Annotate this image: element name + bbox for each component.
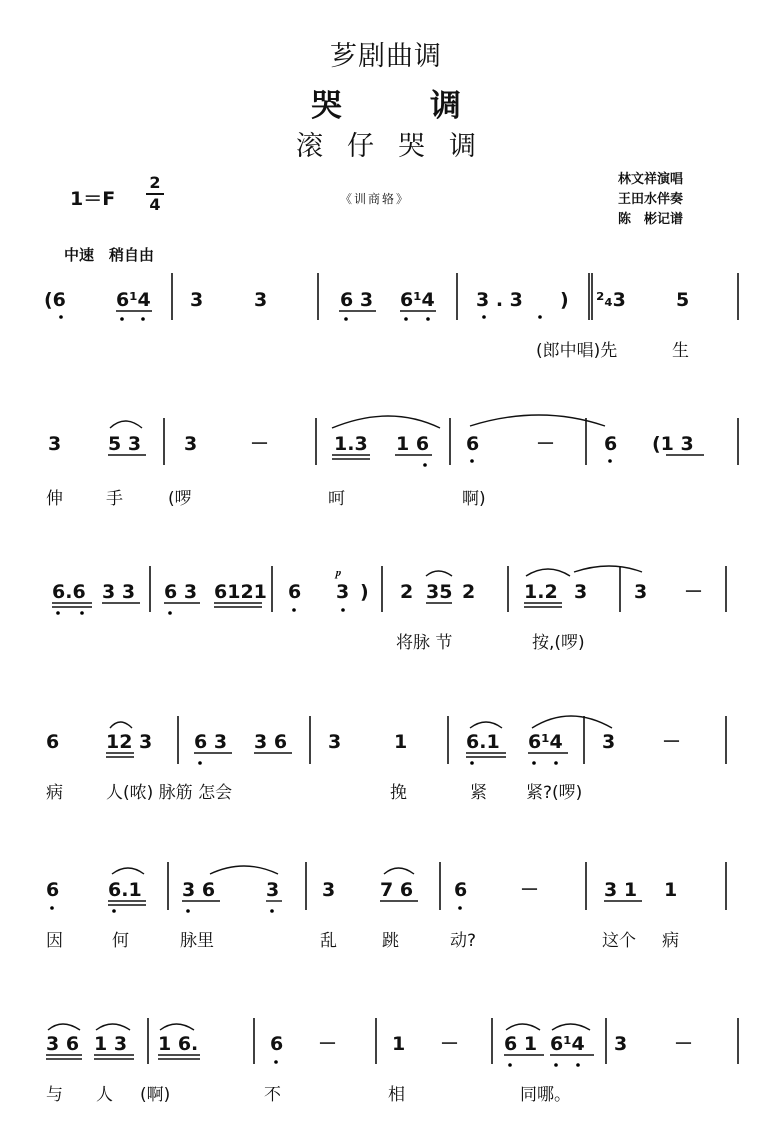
credit-singer: 林文祥演唱 xyxy=(618,172,684,187)
note: 2 xyxy=(400,581,414,603)
note: 6 xyxy=(454,879,468,901)
note: 6.1 xyxy=(108,879,142,901)
lyric: 这个 xyxy=(602,931,636,951)
note: 3 xyxy=(614,1033,628,1055)
note: － xyxy=(520,879,540,901)
note: 3 xyxy=(190,289,204,311)
score-line-2 xyxy=(48,415,738,467)
note: 3 6 xyxy=(182,879,216,901)
lyric: (啊) xyxy=(140,1085,171,1105)
note: 6 3 xyxy=(164,581,198,603)
note: 6 xyxy=(466,433,480,455)
time-signature-bottom: 4 xyxy=(149,195,161,214)
lyric: 按,(啰) xyxy=(532,633,585,653)
lyric: 乱 xyxy=(320,931,337,951)
note: 6 xyxy=(270,1033,284,1055)
note: 12 3 xyxy=(106,731,153,753)
lyric: 动? xyxy=(450,931,477,951)
note: 35 xyxy=(426,581,453,603)
genre-heading: 芗剧曲调 xyxy=(330,41,442,72)
lyric: 呵 xyxy=(328,489,345,509)
note: 7 6 xyxy=(380,879,414,901)
lyric: 人(哝) 脉筋 怎会 xyxy=(106,783,233,803)
note: 6¹4 xyxy=(400,289,435,311)
tempo-marking: 中速 稍自由 xyxy=(64,246,155,264)
note: － xyxy=(674,1033,694,1055)
note: 3 1 xyxy=(604,879,638,901)
lyric: 将脉 节 xyxy=(396,633,453,653)
note: 5 3 xyxy=(108,433,142,455)
score-line-1 xyxy=(44,273,738,321)
note: 1 6. xyxy=(158,1033,199,1055)
svg-text:𝆏: 𝆏 xyxy=(336,566,342,579)
note: － xyxy=(318,1033,338,1055)
note: 6 1 xyxy=(504,1033,538,1055)
lyric: 伸 xyxy=(46,489,63,509)
note: － xyxy=(684,581,704,603)
score-line-5 xyxy=(46,862,726,913)
note: 1 xyxy=(394,731,408,753)
note: 1 xyxy=(664,879,678,901)
note: ) xyxy=(560,289,569,311)
note: 3 6 xyxy=(46,1033,80,1055)
note: 3 xyxy=(254,289,268,311)
note: (6 xyxy=(44,289,66,311)
lyric: 何 xyxy=(112,931,129,951)
note: 3 xyxy=(184,433,198,455)
credit-accompanist: 王田水伴奏 xyxy=(618,192,684,207)
note: 6.6 xyxy=(52,581,86,603)
note: 1 3 xyxy=(94,1033,128,1055)
lyric: 不 xyxy=(264,1085,281,1105)
key-signature: 1＝F xyxy=(70,188,116,210)
note: 6121 xyxy=(214,581,267,603)
lyric: (郎中唱)先 xyxy=(536,341,618,361)
source-opera: 《训商辂》 xyxy=(340,192,411,206)
note: 3 3 xyxy=(102,581,136,603)
note: ²₄3 xyxy=(596,289,626,311)
score-line-4 xyxy=(46,716,726,765)
note: ) xyxy=(360,581,369,603)
note: － xyxy=(250,433,270,455)
note: 6.1 xyxy=(466,731,500,753)
score-subtitle: 滚仔哭调 xyxy=(296,131,500,162)
note: 6¹4 xyxy=(116,289,151,311)
score-line-3 xyxy=(52,566,726,615)
lyric: 因 xyxy=(46,931,63,951)
note: － xyxy=(662,731,682,753)
note: 1.3 xyxy=(334,433,368,455)
note: 6¹4 xyxy=(550,1033,585,1055)
lyric: 紧?(啰) xyxy=(526,783,583,803)
note: 6 xyxy=(46,879,60,901)
lyric: 脉里 xyxy=(180,931,214,951)
note: 6¹4 xyxy=(528,731,563,753)
credit-transcriber: 陈 彬记谱 xyxy=(618,212,684,227)
score-line-6 xyxy=(46,1018,738,1067)
lyric: 生 xyxy=(672,341,689,361)
lyric: 与 xyxy=(46,1085,63,1105)
lyric: 病 xyxy=(46,783,63,803)
note: 6 xyxy=(46,731,60,753)
time-signature-top: 2 xyxy=(149,173,161,192)
note: 3 6 xyxy=(254,731,288,753)
score-title: 哭调 xyxy=(311,88,549,124)
note: 3 xyxy=(48,433,62,455)
lyric: 同哪。 xyxy=(520,1085,571,1105)
note: 5 xyxy=(676,289,690,311)
note: 3 xyxy=(328,731,342,753)
lyric: 挽 xyxy=(390,783,407,803)
lyric: (啰 xyxy=(168,489,192,509)
note: 1 6 xyxy=(396,433,430,455)
lyric: 手 xyxy=(106,489,123,509)
lyric: 紧 xyxy=(470,783,487,803)
lyric: 相 xyxy=(388,1085,405,1105)
note: 6 3 xyxy=(340,289,374,311)
note: 6 xyxy=(288,581,302,603)
note: － xyxy=(536,433,556,455)
note: 3 xyxy=(634,581,648,603)
note: 6 3 xyxy=(194,731,228,753)
note: 6 xyxy=(604,433,618,455)
note: 3 xyxy=(322,879,336,901)
note: 2 xyxy=(462,581,476,603)
lyric: 病 xyxy=(662,931,679,951)
lyric: 啊) xyxy=(462,489,486,509)
lyric: 人 xyxy=(96,1085,113,1105)
note: 3 . 3 xyxy=(476,289,523,311)
note: 3 xyxy=(336,581,350,603)
note: 3 xyxy=(266,879,280,901)
note: (1 3 xyxy=(652,433,694,455)
note: 3 xyxy=(574,581,588,603)
note: 1 xyxy=(392,1033,406,1055)
note: － xyxy=(440,1033,460,1055)
lyric: 跳 xyxy=(382,931,399,951)
note: 1.2 xyxy=(524,581,558,603)
note: 3 xyxy=(602,731,616,753)
